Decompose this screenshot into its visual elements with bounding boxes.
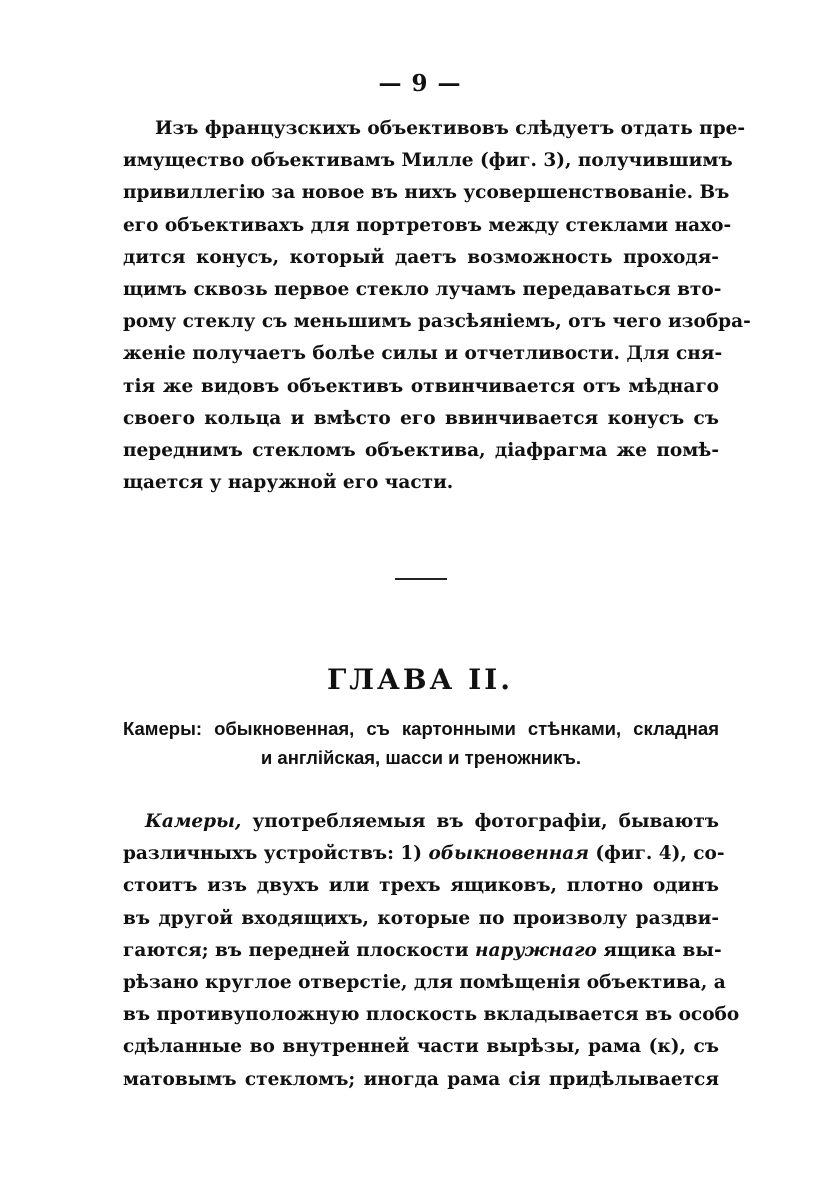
text-line: рѣзано круглое отверстіе, для помѣщенія объектива, а	[123, 971, 726, 993]
italic-term: Камеры,	[145, 811, 242, 832]
text-line: въ другой входящихъ, которые по произволу раздви-	[123, 907, 719, 929]
text-line: щимъ сквозь первое стекло лучамъ передаваться вто-	[123, 278, 722, 300]
text-line: стоитъ изъ двухъ или трехъ ящиковъ, плотно одинъ	[123, 875, 719, 897]
text-line: переднимъ стекломъ объектива, діафрагма же помѣ-	[123, 439, 719, 461]
section-divider	[395, 578, 447, 580]
text-line: Изъ французскихъ объективовъ слѣдуетъ отдать пре-	[155, 118, 746, 139]
text-line	[123, 806, 719, 838]
text-line	[123, 935, 722, 967]
text-run: гаются; въ передней плоскости	[123, 939, 476, 961]
text-line: сдѣланные во внутренней части вырѣзы, рама (к), съ	[123, 1036, 719, 1058]
italic-term: наружнаго	[475, 939, 597, 961]
italic-term: обыкновенная	[428, 843, 589, 865]
chapter-subtitle-line-2: и англійская, шасси и треножникъ.	[260, 747, 582, 768]
text-line: своего кольца и вмѣсто его ввинчивается конусъ съ	[123, 407, 719, 429]
text-line: привиллегію за новое въ нихъ усовершенствованіе. Въ	[123, 182, 730, 204]
text-line: матовымъ стекломъ; иногда рама сія придѣлывается	[123, 1068, 719, 1090]
text-line	[123, 838, 725, 870]
chapter-title: ГЛАВА II.	[326, 663, 514, 696]
text-line: тія же видовъ объективъ отвинчивается отъ мѣднаго	[123, 375, 719, 397]
text-run: (фиг. 4), со-	[588, 843, 725, 865]
text-run: употребляемыя въ фотографіи, бываютъ	[241, 811, 719, 832]
page-number: — 9 —	[378, 70, 462, 97]
chapter-subtitle-line-1: Камеры: обыкновенная, съ картонными стѣнками, складная	[123, 718, 719, 739]
text-line: рому стеклу съ меньшимъ разсѣяніемъ, отъ чего изобра-	[123, 311, 751, 333]
text-run: различныхъ устройствъ: 1)	[123, 843, 429, 865]
paragraph-cameras	[123, 806, 740, 1096]
text-line: въ противуположную плоскость вкладывается въ особо	[123, 1004, 740, 1026]
text-line: его объективахъ для портретовъ между стеклами нахо-	[123, 214, 732, 236]
paragraph-objectives	[123, 113, 751, 499]
text-line: щается у наружной его части.	[123, 472, 454, 494]
text-run: ящика вы-	[596, 939, 722, 961]
text-line: имущество объективамъ Милле (фиг. 3), получившимъ	[123, 150, 733, 172]
text-line: дится конусъ, который даетъ возможность проходя-	[123, 246, 719, 268]
text-line: женіе получаетъ болѣе силы и отчетливости. Для сня-	[123, 343, 723, 365]
